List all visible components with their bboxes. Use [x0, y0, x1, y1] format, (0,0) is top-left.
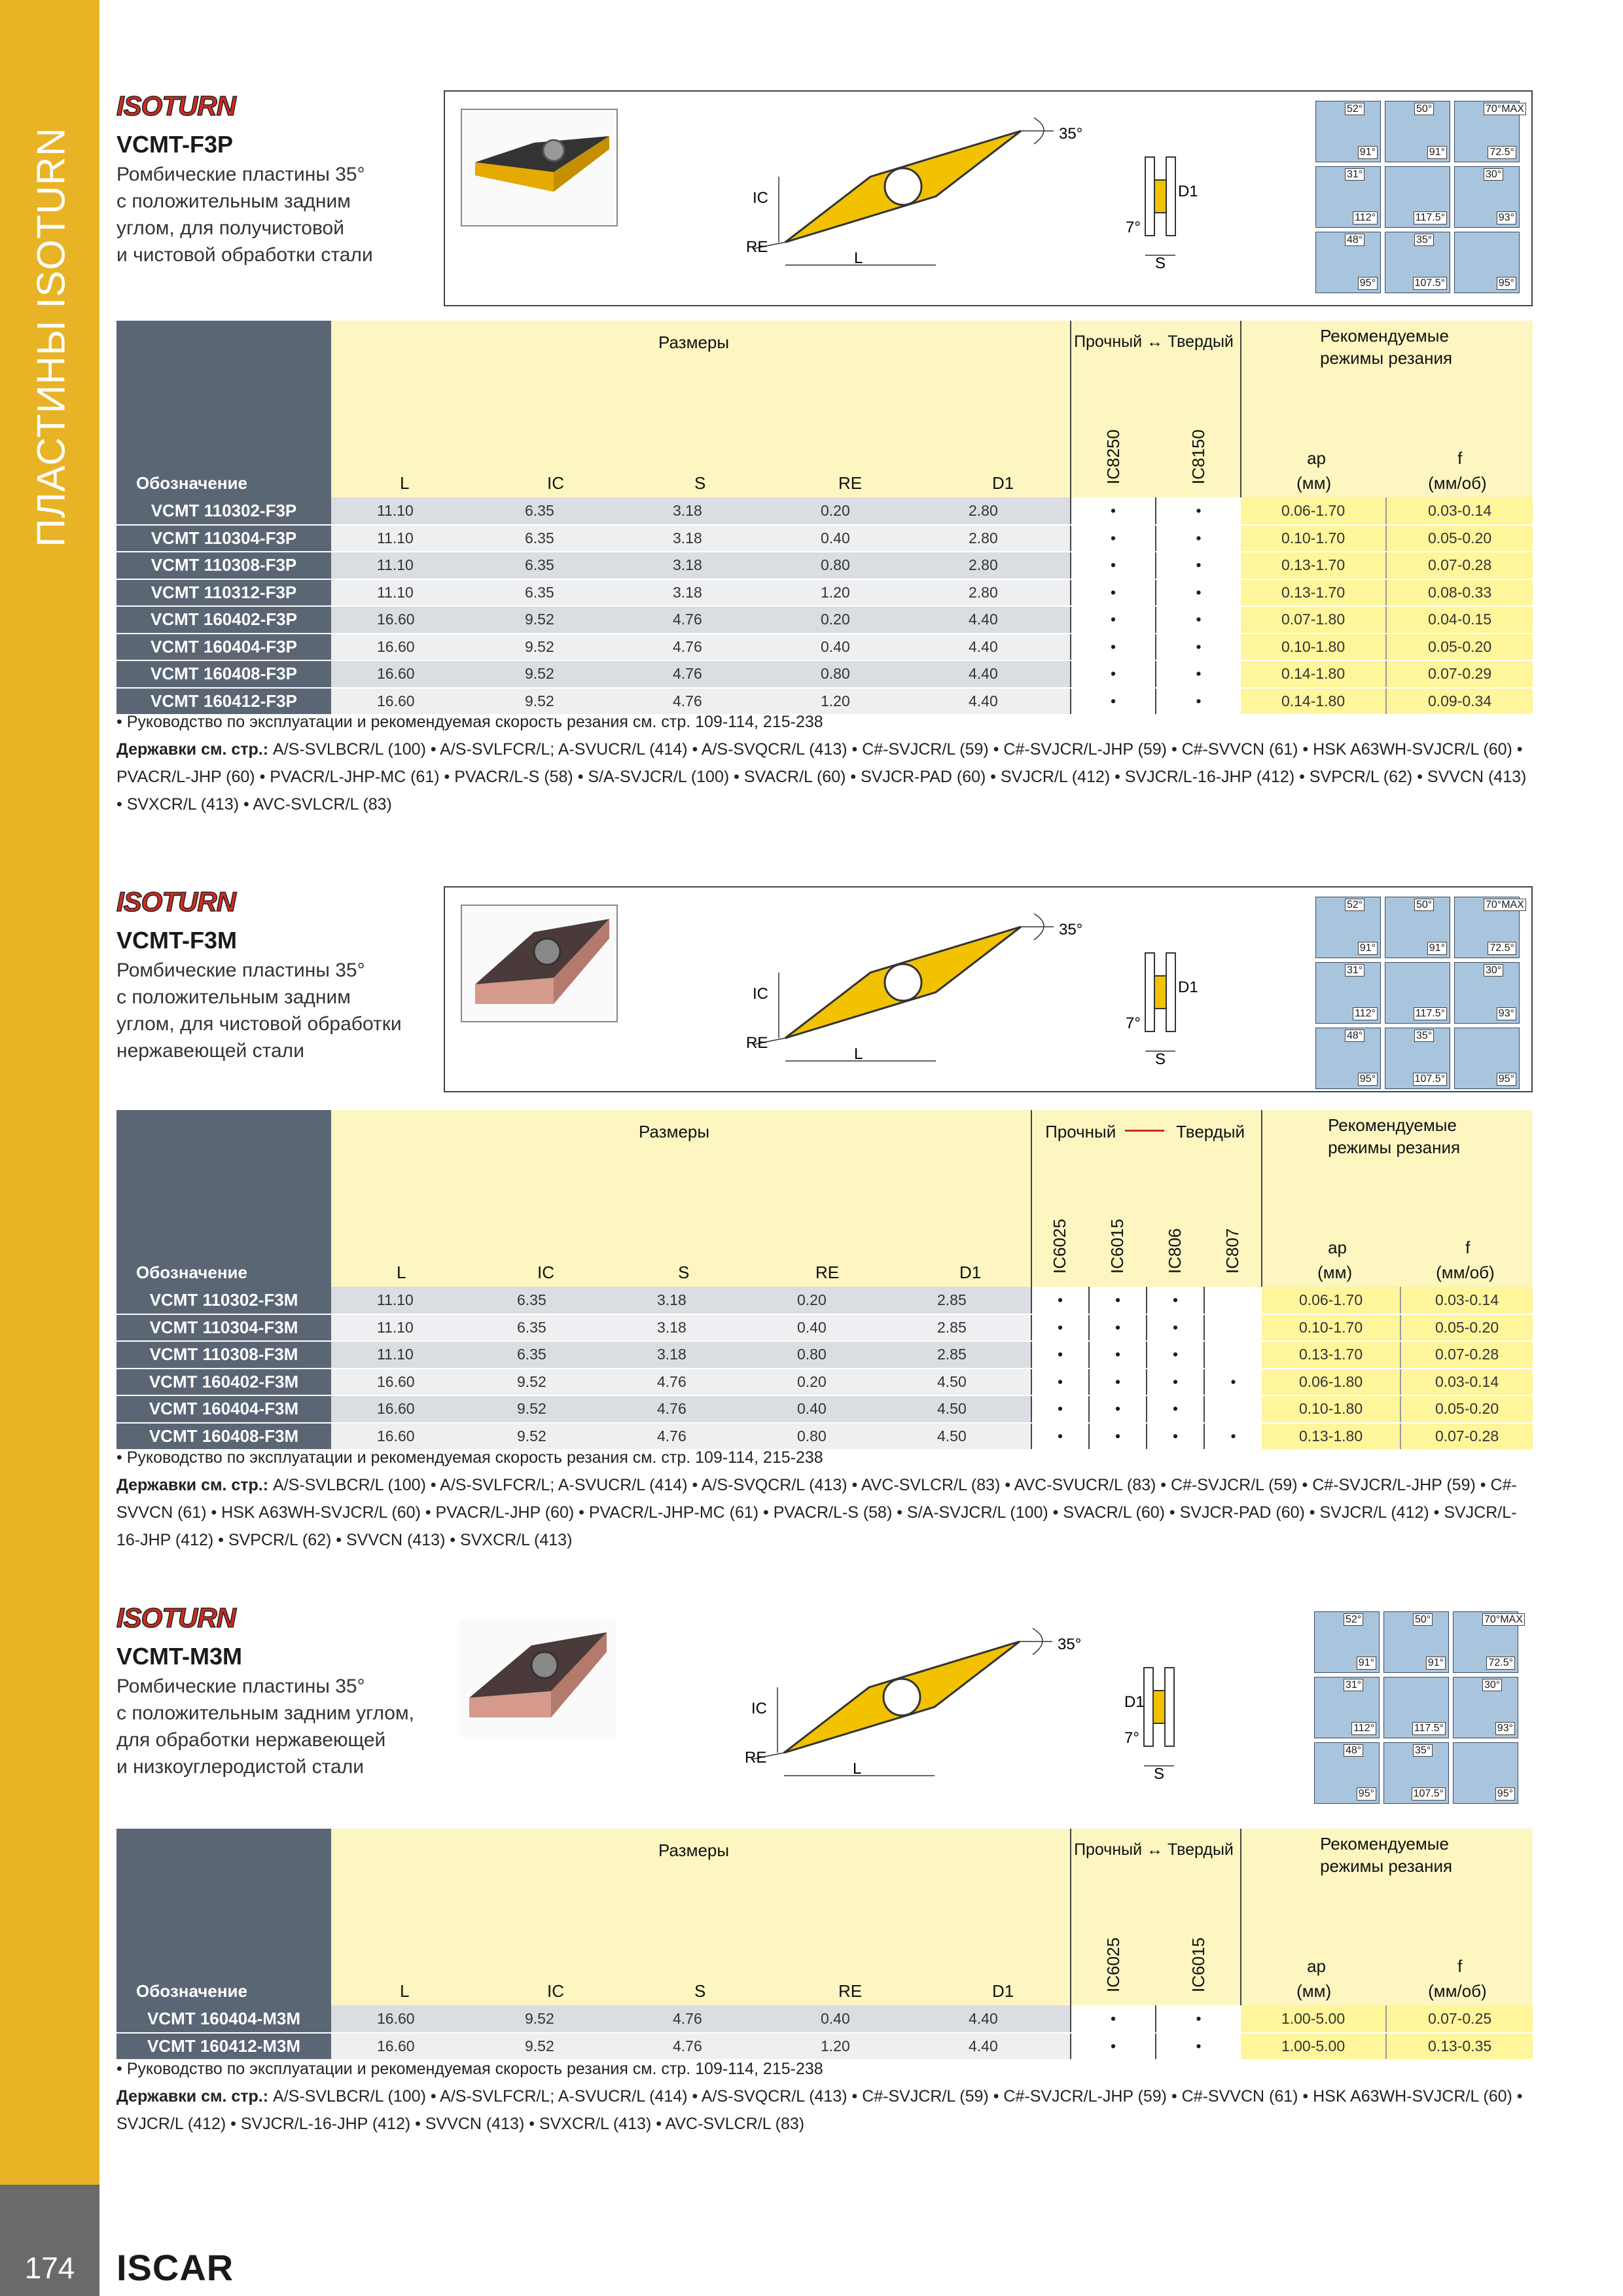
grade-cell: • — [1031, 1287, 1089, 1314]
svg-text:D1: D1 — [1124, 1693, 1145, 1711]
ap-cell: 0.10-1.70 — [1241, 525, 1386, 552]
dimension-cell: 4.76 — [611, 1395, 751, 1423]
product-title: VCMT-F3M — [116, 927, 237, 954]
insert-drawing — [746, 907, 1119, 1071]
table-row — [116, 1395, 1533, 1423]
dimension-cell: 4.40 — [923, 634, 1071, 661]
dimension-cell: 2.85 — [891, 1341, 1031, 1369]
dimension-cell: 9.52 — [471, 1395, 611, 1423]
dimension-cell: 6.35 — [479, 497, 627, 525]
insert-figure — [444, 886, 1533, 1092]
recommended-header: Рекомендуемые режимы резания ap (мм) f (мм/об) — [1262, 1110, 1533, 1287]
svg-text:35°: 35° — [1059, 125, 1083, 143]
dimension-cell: 4.76 — [627, 688, 775, 715]
feed-cell: 0.07-0.28 — [1386, 552, 1533, 579]
dimension-cell: 0.20 — [751, 1287, 891, 1314]
dimension-cell: 0.20 — [751, 1369, 891, 1396]
grade-cell: • — [1156, 606, 1241, 634]
dimension-cell: 2.80 — [923, 525, 1071, 552]
dimension-cell: 9.52 — [479, 688, 627, 715]
svg-text:D1: D1 — [1178, 978, 1198, 996]
dimension-cell: 3.18 — [627, 497, 775, 525]
grade-cell: • — [1156, 2005, 1241, 2033]
dimension-cell: 11.10 — [331, 1314, 471, 1342]
dimension-cell: 9.52 — [471, 1369, 611, 1396]
dimension-cell: 4.40 — [923, 2033, 1071, 2060]
grade-cell — [1204, 1341, 1262, 1369]
dimension-cell: 6.35 — [471, 1287, 611, 1314]
grade-header: Прочный ↔ Твердый IC8250 IC8150 — [1071, 321, 1241, 497]
grade-cell: • — [1031, 1395, 1089, 1423]
dimension-cell: 1.20 — [775, 688, 923, 715]
insert-drawing — [745, 1622, 1118, 1785]
dimension-cell: 2.85 — [891, 1314, 1031, 1342]
dimensions-header: Размеры L IC S RE D1 — [331, 1110, 1031, 1287]
footer-brand: ISCAR — [116, 2247, 234, 2288]
insert-figure — [444, 1602, 1533, 1808]
product-description: Ромбические пластины 35° с положительным задним углом, для чистовой обработки нержавеющей стали — [116, 960, 402, 1062]
dimension-cell: 4.76 — [627, 634, 775, 661]
ap-cell: 0.07-1.80 — [1241, 606, 1386, 634]
feed-cell: 0.03-0.14 — [1400, 1369, 1533, 1396]
spec-table — [116, 321, 1533, 715]
ap-cell: 0.14-1.80 — [1241, 688, 1386, 715]
grade-cell: • — [1031, 1314, 1089, 1342]
dimension-cell: 4.40 — [923, 688, 1071, 715]
ap-cell: 0.13-1.70 — [1241, 552, 1386, 579]
grade-cell — [1204, 1314, 1262, 1342]
grade-cell: • — [1071, 688, 1156, 715]
insert-photo — [459, 1619, 616, 1737]
insert-side-view — [1126, 940, 1217, 1071]
table-row — [116, 634, 1533, 661]
insert-figure — [444, 90, 1533, 306]
designation-cell: VCMT 160408-F3P — [116, 660, 331, 688]
ap-cell: 0.06-1.80 — [1262, 1369, 1400, 1396]
dimension-cell: 16.60 — [331, 1369, 471, 1396]
grade-cell: • — [1071, 634, 1156, 661]
svg-text:IC: IC — [753, 985, 768, 1003]
designation-cell: VCMT 110302-F3M — [116, 1287, 331, 1314]
dimension-cell: 2.85 — [891, 1287, 1031, 1314]
dimension-cell: 3.18 — [611, 1314, 751, 1342]
application-icons: 52° 91° 50° 91° 70°MAX 72.5° 31° 112° 117.5° 30° 93° 48° 95° 35° 107.5° 95° — [1315, 897, 1522, 1093]
dimension-cell: 16.60 — [331, 660, 479, 688]
dimension-cell: 4.40 — [923, 2005, 1071, 2033]
designation-cell: VCMT 160402-F3P — [116, 606, 331, 634]
svg-text:RE: RE — [746, 1034, 768, 1052]
ap-cell: 0.10-1.80 — [1241, 634, 1386, 661]
grade-cell: • — [1147, 1395, 1204, 1423]
dimension-cell: 11.10 — [331, 552, 479, 579]
feed-cell: 0.03-0.14 — [1400, 1287, 1533, 1314]
svg-text:IC: IC — [751, 1700, 767, 1717]
dimension-cell: 3.18 — [611, 1341, 751, 1369]
designation-header: Обозначение — [116, 1110, 331, 1287]
dimension-cell: 16.60 — [331, 2005, 479, 2033]
dimension-cell: 11.10 — [331, 1287, 471, 1314]
recommended-header: Рекомендуемые режимы резания ap (мм) f (мм/об) — [1241, 1829, 1533, 2005]
product-title: VCMT-F3P — [116, 131, 234, 158]
grade-cell: • — [1071, 2033, 1156, 2060]
dimension-cell: 2.80 — [923, 552, 1071, 579]
dimensions-header: Размеры L IC S RE D1 — [331, 321, 1071, 497]
designation-cell: VCMT 160402-F3M — [116, 1369, 331, 1396]
grade-cell: • — [1147, 1314, 1204, 1342]
grade-cell: • — [1031, 1423, 1089, 1450]
grade-cell: • — [1031, 1341, 1089, 1369]
dimension-cell: 16.60 — [331, 1395, 471, 1423]
grade-cell: • — [1156, 552, 1241, 579]
spec-table — [116, 1829, 1533, 2060]
grade-cell — [1204, 1287, 1262, 1314]
dimension-cell: 9.52 — [479, 2005, 627, 2033]
dimension-cell: 6.35 — [471, 1314, 611, 1342]
designation-cell: VCMT 110304-F3M — [116, 1314, 331, 1342]
grade-cell: • — [1147, 1341, 1204, 1369]
dimension-cell: 0.40 — [751, 1314, 891, 1342]
designation-cell: VCMT 160408-F3M — [116, 1423, 331, 1450]
dimension-cell: 16.60 — [331, 2033, 479, 2060]
dimension-cell: 9.52 — [479, 2033, 627, 2060]
application-icons: 52° 91° 50° 91° 70°MAX 72.5° 31° 112° 117.5° 30° 93° 48° 95° 35° 107.5° 95° — [1314, 1611, 1521, 1808]
feed-cell: 0.13-0.35 — [1386, 2033, 1533, 2060]
svg-text:IC: IC — [753, 189, 768, 207]
ap-cell: 0.06-1.70 — [1241, 497, 1386, 525]
dimension-cell: 3.18 — [627, 525, 775, 552]
designation-cell: VCMT 110304-F3P — [116, 525, 331, 552]
svg-text:RE: RE — [746, 238, 768, 256]
ap-cell: 0.13-1.70 — [1241, 579, 1386, 607]
dimension-cell: 3.18 — [627, 552, 775, 579]
ap-cell: 0.10-1.80 — [1262, 1395, 1400, 1423]
dimension-cell: 0.80 — [775, 552, 923, 579]
dimension-cell: 3.18 — [611, 1287, 751, 1314]
grade-header: Прочный ↔ Твердый IC6025 IC6015 — [1071, 1829, 1241, 2005]
designation-cell: VCMT 160412-F3P — [116, 688, 331, 715]
dimension-cell: 9.52 — [479, 606, 627, 634]
ap-cell: 1.00-5.00 — [1241, 2005, 1386, 2033]
table-row — [116, 1369, 1533, 1396]
dimension-cell: 4.76 — [611, 1369, 751, 1396]
dimension-cell: 9.52 — [479, 634, 627, 661]
product-description: Ромбические пластины 35° с положительным задним углом, для обработки нержавеющей и низкоуглеродистой стали — [116, 1676, 414, 1778]
svg-text:35°: 35° — [1058, 1636, 1082, 1653]
dimension-cell: 16.60 — [331, 634, 479, 661]
spec-table — [116, 1110, 1533, 1450]
svg-text:S: S — [1154, 1765, 1165, 1783]
dimension-cell: 16.60 — [331, 688, 479, 715]
grade-cell: • — [1147, 1287, 1204, 1314]
dimension-cell: 0.20 — [775, 606, 923, 634]
feed-cell: 0.09-0.34 — [1386, 688, 1533, 715]
dimension-cell: 16.60 — [331, 606, 479, 634]
notes: • Руководство по эксплуатации и рекомендуемая скорость резания см. стр. 109-114, 215-238 Державки см. стр.: A/S-SVLBCR/L (100) • A/S-SVLFCR/L; A-SVUCR/L (414) • A/S-SVQCR/L (413) • C#-SVJCR/L (59) • C#-SVJCR/L-JHP (59) • C#-SVVCN (61) • HSK A63WH-SVJCR/L (60) • PVACR/L-JHP (60) • PVACR/L-JHP-MC (61) • PVACR/L-S (58) • S/A-SVJCR/L (100) • SVACR/L (60) • SVJCR-PAD (60) • SVJCR/L (412) • SVJCR/L-16-JHP (412) • SVPCR/L (62) • SVVCN (413) • SVXCR/L (413) • AVC-SVLCR/L (83) — [116, 713, 1527, 814]
svg-text:S: S — [1155, 255, 1166, 272]
feed-cell: 0.07-0.29 — [1386, 660, 1533, 688]
svg-text:L: L — [853, 1760, 862, 1778]
designation-cell: VCMT 110302-F3P — [116, 497, 331, 525]
grade-header: Прочный Твердый IC6025 IC6015 IC806 IC807 — [1031, 1110, 1262, 1287]
table-row — [116, 1314, 1533, 1342]
grade-cell: • — [1156, 525, 1241, 552]
designation-cell: VCMT 110312-F3P — [116, 579, 331, 607]
dimension-cell: 11.10 — [331, 497, 479, 525]
designation-header: Обозначение — [116, 321, 331, 497]
feed-cell: 0.07-0.28 — [1400, 1423, 1533, 1450]
product-description: Ромбические пластины 35° с положительным задним углом, для получистовой и чистовой обработки стали — [116, 164, 373, 266]
dimension-cell: 11.10 — [331, 1341, 471, 1369]
dimension-cell: 4.50 — [891, 1369, 1031, 1396]
table-row — [116, 660, 1533, 688]
grade-cell: • — [1156, 688, 1241, 715]
dimension-cell: 0.80 — [751, 1423, 891, 1450]
grade-cell: • — [1089, 1369, 1147, 1396]
grade-cell: • — [1156, 579, 1241, 607]
table-row — [116, 606, 1533, 634]
dimension-cell: 3.18 — [627, 579, 775, 607]
table-row — [116, 497, 1533, 525]
grade-cell: • — [1147, 1369, 1204, 1396]
ap-cell: 0.06-1.70 — [1262, 1287, 1400, 1314]
insert-side-view — [1124, 1655, 1216, 1785]
grade-cell: • — [1089, 1423, 1147, 1450]
dimension-cell: 4.76 — [627, 660, 775, 688]
insert-drawing — [746, 111, 1119, 275]
feed-cell: 0.05-0.20 — [1386, 525, 1533, 552]
recommended-header: Рекомендуемые режимы резания ap (мм) f (мм/об) — [1241, 321, 1533, 497]
isoturn-logo: ISOTURN — [116, 1602, 236, 1633]
svg-text:35°: 35° — [1059, 921, 1083, 939]
dimension-cell: 0.40 — [751, 1395, 891, 1423]
ap-cell: 0.10-1.70 — [1262, 1314, 1400, 1342]
grade-cell: • — [1031, 1369, 1089, 1396]
dimension-cell: 4.50 — [891, 1395, 1031, 1423]
insert-photo — [461, 905, 618, 1022]
ap-cell: 0.14-1.80 — [1241, 660, 1386, 688]
dimension-cell: 16.60 — [331, 1423, 471, 1450]
insert-side-view — [1126, 144, 1217, 275]
dimension-cell: 6.35 — [479, 579, 627, 607]
dimension-cell: 4.76 — [627, 2033, 775, 2060]
feed-cell: 0.03-0.14 — [1386, 497, 1533, 525]
feed-cell: 0.07-0.28 — [1400, 1341, 1533, 1369]
dimension-cell: 6.35 — [479, 525, 627, 552]
svg-text:7°: 7° — [1124, 1729, 1139, 1747]
ap-cell: 0.13-1.70 — [1262, 1341, 1400, 1369]
designation-header: Обозначение — [116, 1829, 331, 2005]
notes: • Руководство по эксплуатации и рекомендуемая скорость резания см. стр. 109-114, 215-238 Державки см. стр.: A/S-SVLBCR/L (100) • A/S-SVLFCR/L; A-SVUCR/L (414) • A/S-SVQCR/L (413) • AVC-SVLCR/L (83) • AVC-SVUCR/L (83) • C#-SVJCR/L (59) • C#-SVJCR/L-JHP (59) • C#-SVVCN (61) • HSK A63WH-SVJCR/L (60) • PVACR/L-JHP (60) • PVACR/L-JHP-MC (61) • PVACR/L-S (58) • S/A-SVJCR/L (100) • SVACR/L (60) • SVJCR-PAD (60) • SVJCR/L (412) • SVJCR/L-16-JHP (412) • SVPCR/L (62) • SVVCN (413) • SVXCR/L (413) — [116, 1448, 1517, 1549]
grade-cell: • — [1071, 579, 1156, 607]
designation-cell: VCMT 110308-F3M — [116, 1341, 331, 1369]
grade-cell: • — [1071, 2005, 1156, 2033]
feed-cell: 0.05-0.20 — [1400, 1314, 1533, 1342]
grade-cell: • — [1071, 606, 1156, 634]
grade-cell: • — [1071, 660, 1156, 688]
dimension-cell: 9.52 — [479, 660, 627, 688]
dimension-cell: 4.76 — [627, 606, 775, 634]
grade-cell: • — [1071, 497, 1156, 525]
designation-cell: VCMT 160404-M3M — [116, 2005, 331, 2033]
svg-text:7°: 7° — [1126, 1014, 1141, 1032]
side-title: ПЛАСТИНЫ ISOTURN — [29, 127, 73, 547]
dimension-cell: 0.40 — [775, 525, 923, 552]
svg-text:L: L — [854, 249, 863, 267]
dimension-cell: 4.76 — [611, 1423, 751, 1450]
svg-text:L: L — [854, 1045, 863, 1063]
dimension-cell: 1.20 — [775, 2033, 923, 2060]
dimension-cell: 2.80 — [923, 579, 1071, 607]
isoturn-logo: ISOTURN — [116, 90, 236, 121]
feed-cell: 0.08-0.33 — [1386, 579, 1533, 607]
svg-text:S: S — [1155, 1050, 1166, 1068]
svg-text:D1: D1 — [1178, 183, 1198, 200]
dimension-cell: 11.10 — [331, 525, 479, 552]
grade-cell: • — [1089, 1314, 1147, 1342]
product-title: VCMT-M3M — [116, 1643, 242, 1670]
feed-cell: 0.05-0.20 — [1386, 634, 1533, 661]
grade-cell: • — [1089, 1341, 1147, 1369]
designation-cell: VCMT 160412-M3M — [116, 2033, 331, 2060]
dimension-cell: 0.80 — [751, 1341, 891, 1369]
table-row — [116, 579, 1533, 607]
dimension-cell: 6.35 — [471, 1341, 611, 1369]
dimension-cell: 0.40 — [775, 2005, 923, 2033]
table-row — [116, 1341, 1533, 1369]
ap-cell: 0.13-1.80 — [1262, 1423, 1400, 1450]
grade-cell: • — [1156, 497, 1241, 525]
dimension-cell: 11.10 — [331, 579, 479, 607]
page-number: 174 — [24, 2251, 75, 2285]
table-row — [116, 1287, 1533, 1314]
grade-cell — [1204, 1395, 1262, 1423]
dimension-cell: 0.80 — [775, 660, 923, 688]
dimension-cell: 4.40 — [923, 606, 1071, 634]
grade-cell: • — [1071, 525, 1156, 552]
designation-cell: VCMT 160404-F3P — [116, 634, 331, 661]
grade-cell: • — [1204, 1369, 1262, 1396]
application-icons: 52° 91° 50° 91° 70°MAX 72.5° 31° 112° 117.5° 30° 93° 48° 95° 35° 107.5° 95° — [1315, 101, 1522, 297]
dimension-cell: 4.76 — [627, 2005, 775, 2033]
table-row — [116, 2005, 1533, 2033]
ap-cell: 1.00-5.00 — [1241, 2033, 1386, 2060]
dimensions-header: Размеры L IC S RE D1 — [331, 1829, 1071, 2005]
grade-cell: • — [1204, 1423, 1262, 1450]
notes: • Руководство по эксплуатации и рекомендуемая скорость резания см. стр. 109-114, 215-238 Державки см. стр.: A/S-SVLBCR/L (100) • A/S-SVLFCR/L; A-SVUCR/L (414) • A/S-SVQCR/L (413) • C#-SVJCR/L (59) • C#-SVJCR/L-JHP (59) • C#-SVVCN (61) • HSK A63WH-SVJCR/L (60) • SVJCR/L (412) • SVJCR/L-16-JHP (412) • SVVCN (413) • SVXCR/L (413) • AVC-SVLCR/L (83) — [116, 2060, 1523, 2133]
grade-cell: • — [1071, 552, 1156, 579]
feed-cell: 0.05-0.20 — [1400, 1395, 1533, 1423]
dimension-cell: 2.80 — [923, 497, 1071, 525]
grade-cell: • — [1147, 1423, 1204, 1450]
grade-cell: • — [1156, 634, 1241, 661]
grade-cell: • — [1156, 660, 1241, 688]
designation-cell: VCMT 110308-F3P — [116, 552, 331, 579]
dimension-cell: 6.35 — [479, 552, 627, 579]
svg-text:7°: 7° — [1126, 219, 1141, 236]
dimension-cell: 1.20 — [775, 579, 923, 607]
grade-cell: • — [1089, 1395, 1147, 1423]
designation-cell: VCMT 160404-F3M — [116, 1395, 331, 1423]
svg-text:RE: RE — [745, 1749, 767, 1767]
feed-cell: 0.04-0.15 — [1386, 606, 1533, 634]
feed-cell: 0.07-0.25 — [1386, 2005, 1533, 2033]
dimension-cell: 0.20 — [775, 497, 923, 525]
table-row — [116, 552, 1533, 579]
dimension-cell: 4.50 — [891, 1423, 1031, 1450]
grade-cell: • — [1156, 2033, 1241, 2060]
table-row — [116, 525, 1533, 552]
grade-cell: • — [1089, 1287, 1147, 1314]
isoturn-logo: ISOTURN — [116, 886, 236, 917]
dimension-cell: 0.40 — [775, 634, 923, 661]
dimension-cell: 9.52 — [471, 1423, 611, 1450]
insert-photo — [461, 109, 618, 226]
dimension-cell: 4.40 — [923, 660, 1071, 688]
